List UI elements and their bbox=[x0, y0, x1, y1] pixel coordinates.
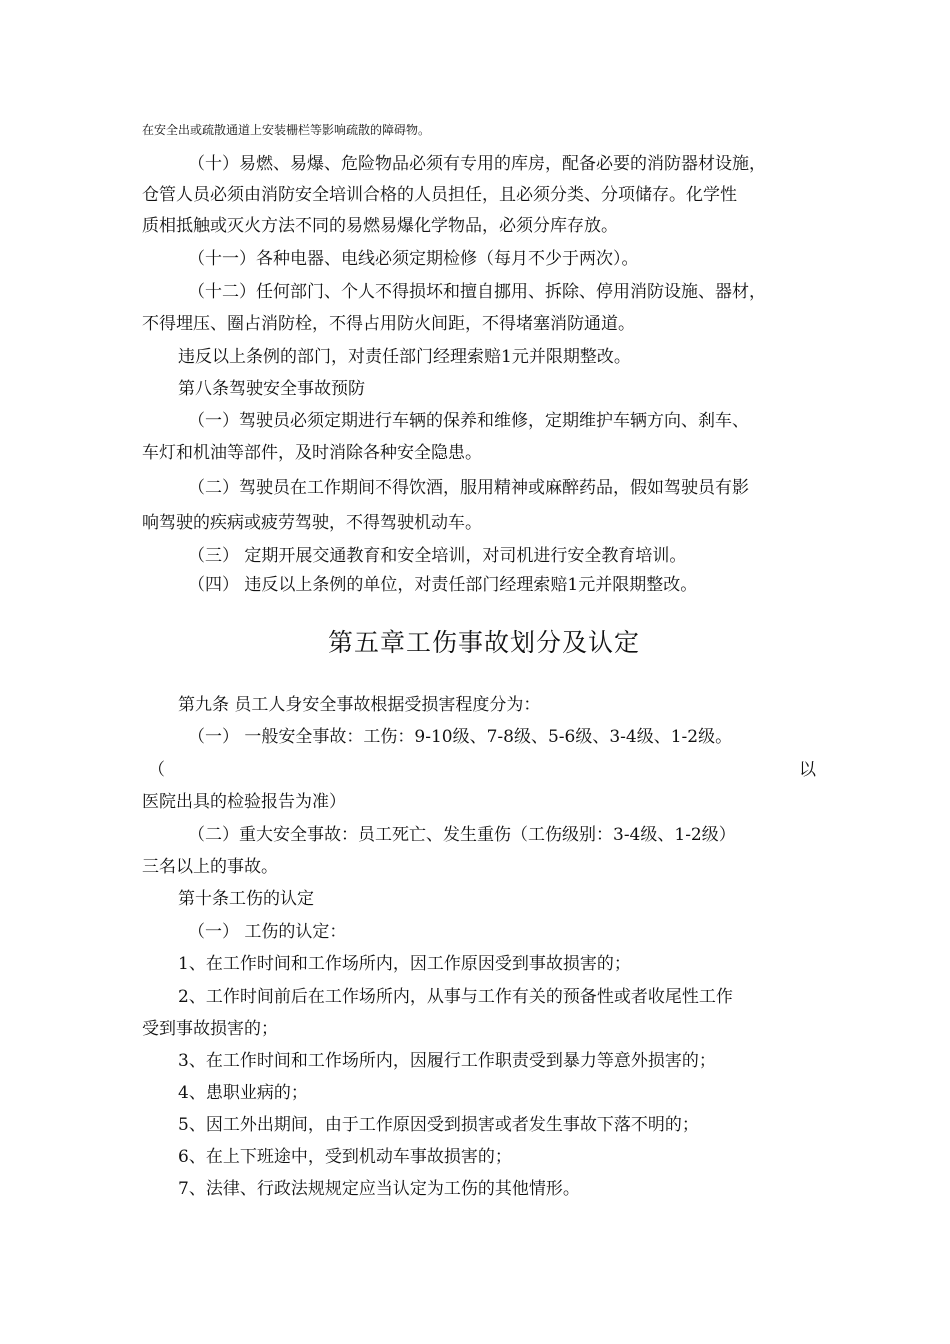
paragraph-line: （二）驾驶员在工作期间不得饮酒，服用精神或麻醉药品，假如驾驶员有影 bbox=[188, 478, 749, 498]
paragraph-line: （二）重大安全事故：员工死亡、发生重伤（工伤级别：3-4级、1-2级） bbox=[188, 825, 736, 845]
paragraph-line: （十一）各种电器、电线必须定期检修（每月不少于两次）。 bbox=[188, 249, 639, 269]
article-heading: 第十条工伤的认定 bbox=[178, 889, 314, 909]
list-item: 6、在上下班途中，受到机动车事故损害的； bbox=[178, 1147, 512, 1167]
article-heading: 第八条驾驶安全事故预防 bbox=[178, 379, 365, 399]
paragraph-line: （一）驾驶员必须定期进行车辆的保养和维修，定期维护车辆方向、刹车、 bbox=[188, 411, 749, 431]
paragraph-line: 质相抵触或灭火方法不同的易燃易爆化学物品，必须分库存放。 bbox=[142, 216, 618, 236]
paragraph-fragment: 以 bbox=[799, 760, 816, 780]
paragraph-line: 响驾驶的疾病或疲劳驾驶，不得驾驶机动车。 bbox=[142, 513, 482, 533]
list-item: 1、在工作时间和工作场所内，因工作原因受到事故损害的； bbox=[178, 954, 631, 974]
list-item: 2、工作时间前后在工作场所内，从事与工作有关的预备性或者收尾性工作 bbox=[178, 987, 733, 1007]
list-item: 7、法律、行政法规规定应当认定为工伤的其他情形。 bbox=[178, 1179, 580, 1199]
paragraph-line: 受到事故损害的； bbox=[142, 1019, 278, 1039]
paragraph-line: （四） 违反以上条例的单位，对责任部门经理索赔1元并限期整改。 bbox=[188, 575, 698, 595]
paragraph-line: （十二）任何部门、个人不得损坏和擅自挪用、拆除、停用消防设施、器材， bbox=[188, 282, 766, 302]
paragraph-line: 三名以上的事故。 bbox=[142, 857, 278, 877]
list-item: 4、患职业病的； bbox=[178, 1083, 308, 1103]
paragraph-line: （一） 工伤的认定： bbox=[188, 922, 347, 942]
paragraph-line: （十）易燃、易爆、危险物品必须有专用的库房，配备必要的消防器材设施， bbox=[188, 154, 766, 174]
paragraph-line: 仓管人员必须由消防安全培训合格的人员担任，且必须分类、分项储存。化学性 bbox=[142, 185, 737, 205]
article-heading: 第九条 员工人身安全事故根据受损害程度分为： bbox=[178, 695, 541, 715]
paragraph-fragment: （ bbox=[148, 760, 165, 780]
paragraph-line: 不得埋压、圈占消防栓，不得占用防火间距，不得堵塞消防通道。 bbox=[142, 314, 635, 334]
paragraph-line: （一） 一般安全事故：工伤：9-10级、7-8级、5-6级、3-4级、1-2级。 bbox=[188, 727, 733, 747]
list-item: 3、在工作时间和工作场所内，因履行工作职责受到暴力等意外损害的； bbox=[178, 1051, 716, 1071]
paragraph-line: 违反以上条例的部门，对责任部门经理索赔1元并限期整改。 bbox=[178, 347, 631, 367]
paragraph-line: 车灯和机油等部件，及时消除各种安全隐患。 bbox=[142, 443, 482, 463]
paragraph-line: （三） 定期开展交通教育和安全培训，对司机进行安全教育培训。 bbox=[188, 546, 687, 566]
chapter-title: 第五章工伤事故划分及认定 bbox=[328, 628, 641, 657]
list-item: 5、因工外出期间，由于工作原因受到损害或者发生事故下落不明的； bbox=[178, 1115, 699, 1135]
text-line: 在安全出或疏散通道上安装栅栏等影响疏散的障碍物。 bbox=[142, 123, 431, 137]
paragraph-line: 医院出具的检验报告为准） bbox=[142, 792, 346, 812]
